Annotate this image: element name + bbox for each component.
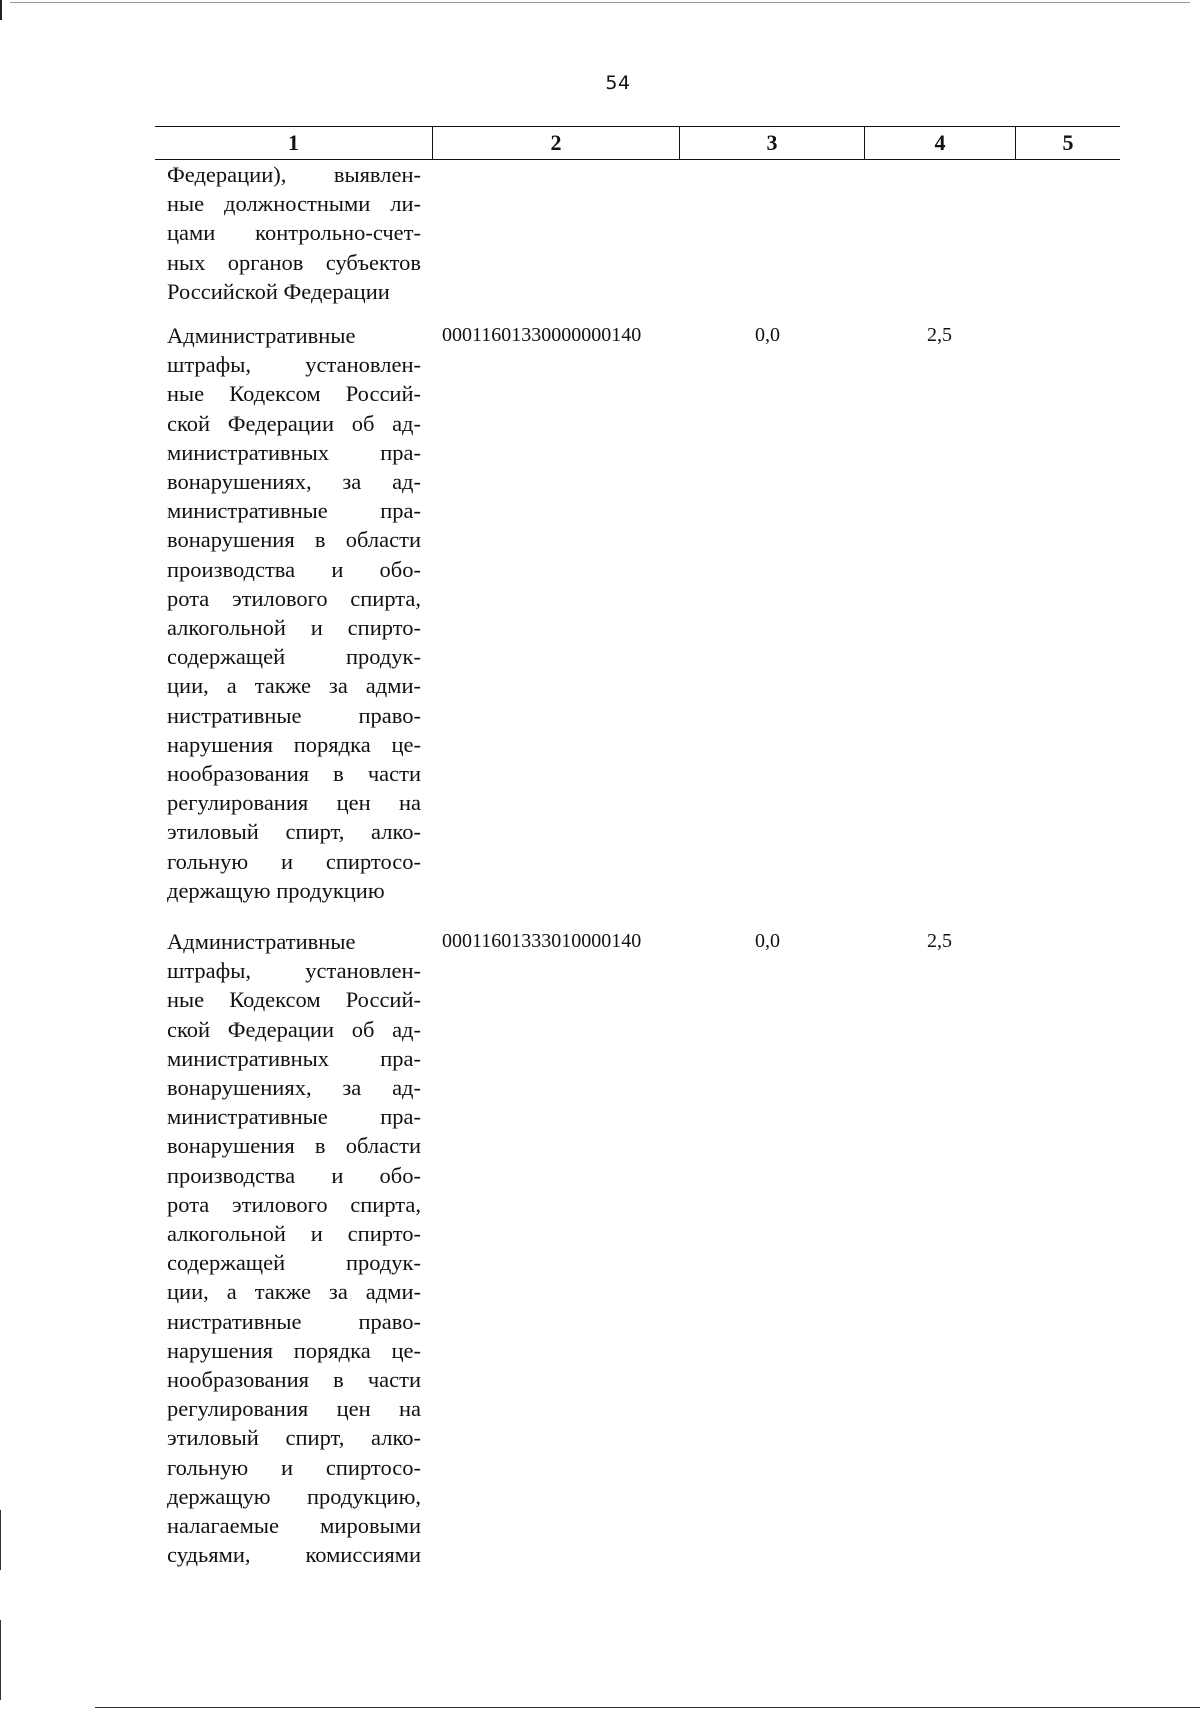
description-line: держащую продукцию [167,877,385,903]
description-line: нообразования в части [167,761,421,787]
description-line: нистративные право- [167,1308,421,1334]
description-line: вонарушениях, за ад- [167,1075,421,1101]
description-line: рота этилового спирта, [167,585,421,611]
scan-bottom-edge [95,1707,1200,1708]
row-description [167,160,421,306]
description-line: алкогольной и спирто- [167,615,421,641]
description-line: рота этилового спирта, [167,1191,421,1217]
description-line: ные Кодексом Россий- [167,381,421,407]
revenue-table [155,126,1120,1568]
header-cell-4: 4 [864,127,1015,159]
header-cell-1: 1 [288,130,299,155]
description-line: министративные пра- [167,1104,421,1130]
description-line: нистративные право- [167,702,421,728]
header-cell-5: 5 [1015,127,1120,159]
scan-left-edge [0,1620,1,1700]
description-line: министративные пра- [167,498,421,524]
description-line: гольную и спиртосо- [167,848,421,874]
header-cell-2: 2 [432,127,679,159]
scan-corner-mark [0,0,2,20]
header-cell-3: 3 [679,127,864,159]
description-line: нообразования в части [167,1367,421,1393]
description-line: производства и обо- [167,556,421,582]
description-line: ции, а также за адми- [167,1279,421,1305]
description-line: производства и обо- [167,1162,421,1188]
budget-classification-code: 00011601330000000140 [442,324,642,346]
row-description [167,927,421,1569]
description-line: Российской Федерации [167,278,390,304]
description-line: вонарушения в области [167,527,421,553]
scan-top-edge [10,2,1190,3]
value-col-3: 0,0 [755,324,780,346]
description-line: ные Кодексом Россий- [167,987,421,1013]
row-description [167,321,421,905]
description-line: содержащей продук- [167,644,421,670]
table-header-row [155,126,1120,160]
description-line: гольную и спиртосо- [167,1454,421,1480]
value-col-4: 2,5 [927,324,952,346]
description-line: регулирования цен на [167,790,421,816]
value-col-4: 2,5 [927,930,952,952]
description-line: штрафы, установлен- [167,352,421,378]
description-line: налагаемые мировыми [167,1513,421,1539]
description-line: судьями, комиссиями [167,1542,421,1568]
description-line: вонарушениях, за ад- [167,469,421,495]
description-line: регулирования цен на [167,1396,421,1422]
description-line: вонарушения в области [167,1133,421,1159]
description-line: этиловый спирт, алко- [167,1425,421,1451]
page-number: 54 [605,72,631,94]
description-line: цами контрольно-счет- [167,220,421,246]
description-line: этиловый спирт, алко- [167,819,421,845]
value-col-3: 0,0 [755,930,780,952]
description-line: Административные [167,929,356,954]
description-line: ской Федерации об ад- [167,410,421,436]
description-line: министративных пра- [167,439,421,465]
description-line: ных органов субъектов [167,249,421,275]
description-line: ской Федерации об ад- [167,1016,421,1042]
description-line: нарушения порядка це- [167,731,421,757]
description-line: держащую продукцию, [167,1483,421,1509]
description-line: министративных пра- [167,1045,421,1071]
description-line: Административные [167,323,356,348]
description-line: нарушения порядка це- [167,1337,421,1363]
scan-left-edge [0,1510,1,1570]
budget-classification-code: 00011601333010000140 [442,930,642,952]
description-line: Федерации), выявлен- [167,162,421,187]
description-line: ции, а также за адми- [167,673,421,699]
description-line: ные должностными ли- [167,191,421,217]
description-line: штрафы, установлен- [167,958,421,984]
description-line: содержащей продук- [167,1250,421,1276]
description-line: алкогольной и спирто- [167,1221,421,1247]
